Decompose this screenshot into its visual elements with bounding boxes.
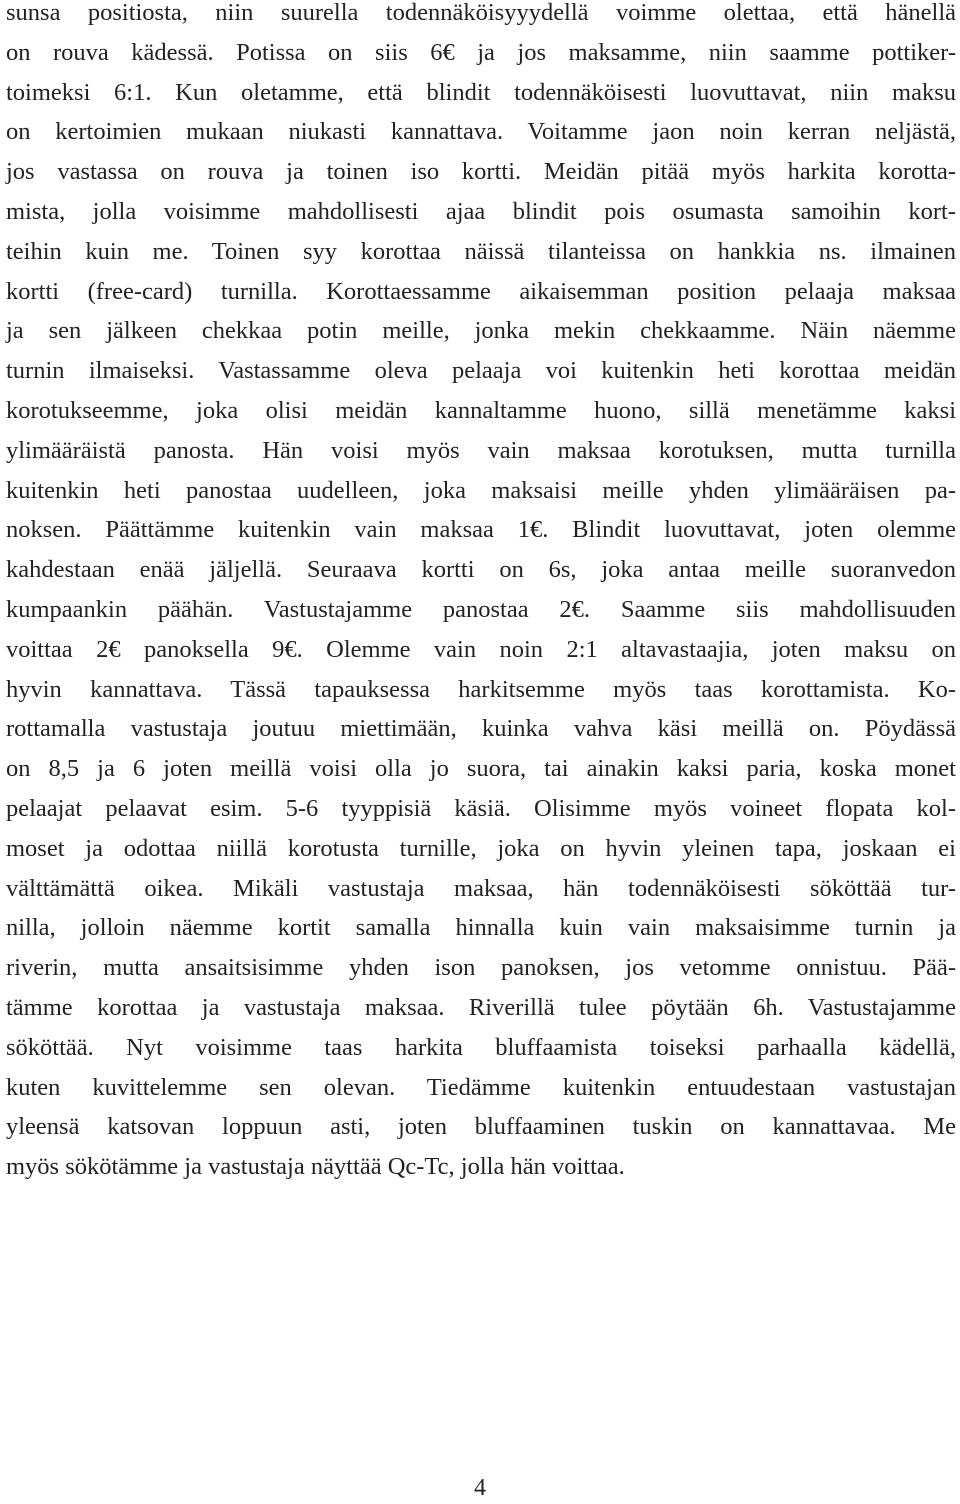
text-line: voittaa 2€ panoksella 9€. Olemme vain noin 2:1 altavastaajia, joten maksu on xyxy=(6,635,956,663)
text-line: on kertoimien mukaan niukasti kannattava. Voitamme jaon noin kerran neljästä, xyxy=(6,118,956,146)
text-line: välttämättä oikea. Mikäli vastustaja maksaa, hän todennäköisesti sököttää tur- xyxy=(6,874,956,902)
text-line: ja sen jälkeen chekkaa potin meille, jonka mekin chekkaamme. Näin näemme xyxy=(6,317,956,345)
text-line: nilla, jolloin näemme kortit samalla hinnalla kuin vain maksaisimme turnin ja xyxy=(6,914,956,942)
text-line: kuten kuvittelemme sen olevan. Tiedämme kuitenkin entuudestaan vastustajan xyxy=(6,1073,956,1101)
text-line: toimeksi 6:1. Kun oletamme, että blindit todennäköisesti luovuttavat, niin maksu xyxy=(6,78,956,106)
body-paragraph xyxy=(6,0,956,1187)
text-line: yleensä katsovan loppuun asti, joten bluffaaminen tuskin on kannattavaa. Me xyxy=(6,1113,956,1141)
text-line: sunsa positiosta, niin suurella todennäköisyyydellä voimme olettaa, että hänellä xyxy=(6,0,956,26)
text-line: riverin, mutta ansaitsisimme yhden ison panoksen, jos vetomme onnistuu. Pää- xyxy=(6,954,956,982)
text-line: kumpaankin päähän. Vastustajamme panostaa 2€. Saamme siis mahdollisuuden xyxy=(6,595,956,623)
text-line: kuitenkin heti panostaa uudelleen, joka maksaisi meille yhden ylimääräisen pa- xyxy=(6,476,956,504)
text-line: on rouva kädessä. Potissa on siis 6€ ja jos maksamme, niin saamme pottiker- xyxy=(6,38,956,66)
text-line: sököttää. Nyt voisimme taas harkita bluffaamista toiseksi parhaalla kädellä, xyxy=(6,1033,956,1061)
text-line: teihin kuin me. Toinen syy korottaa näissä tilanteissa on hankkia ns. ilmainen xyxy=(6,237,956,265)
text-line: korotukseemme, joka olisi meidän kannaltamme huono, sillä menetämme kaksi xyxy=(6,396,956,424)
text-line: kahdestaan enää jäljellä. Seuraava kortti on 6s, joka antaa meille suoranvedon xyxy=(6,556,956,584)
text-line: moset ja odottaa niillä korotusta turnille, joka on hyvin yleinen tapa, joskaan ei xyxy=(6,834,956,862)
text-line: tämme korottaa ja vastustaja maksaa. Riverillä tulee pöytään 6h. Vastustajamme xyxy=(6,993,956,1021)
text-line: on 8,5 ja 6 joten meillä voisi olla jo suora, tai ainakin kaksi paria, koska monet xyxy=(6,755,956,783)
text-line: hyvin kannattava. Tässä tapauksessa harkitsemme myös taas korottamista. Ko- xyxy=(6,675,956,703)
text-line: turnin ilmaiseksi. Vastassamme oleva pelaaja voi kuitenkin heti korottaa meidän xyxy=(6,357,956,385)
page-number: 4 xyxy=(474,1475,486,1501)
text-line: myös sökötämme ja vastustaja näyttää Qc-Tc, jolla hän voittaa. xyxy=(6,1153,625,1181)
text-line: mista, jolla voisimme mahdollisesti ajaa blindit pois osumasta samoihin kort- xyxy=(6,197,956,225)
text-line: ylimääräistä panosta. Hän voisi myös vain maksaa korotuksen, mutta turnilla xyxy=(6,436,956,464)
text-line: noksen. Päättämme kuitenkin vain maksaa 1€. Blindit luovuttavat, joten olemme xyxy=(6,516,956,544)
text-line: pelaajat pelaavat esim. 5-6 tyyppisiä käsiä. Olisimme myös voineet flopata kol- xyxy=(6,794,956,822)
text-line: kortti (free-card) turnilla. Korottaessamme aikaisemman position pelaaja maksaa xyxy=(6,277,956,305)
text-line: jos vastassa on rouva ja toinen iso kortti. Meidän pitää myös harkita korotta- xyxy=(6,158,956,186)
text-line: rottamalla vastustaja joutuu miettimään, kuinka vahva käsi meillä on. Pöydässä xyxy=(6,715,956,743)
